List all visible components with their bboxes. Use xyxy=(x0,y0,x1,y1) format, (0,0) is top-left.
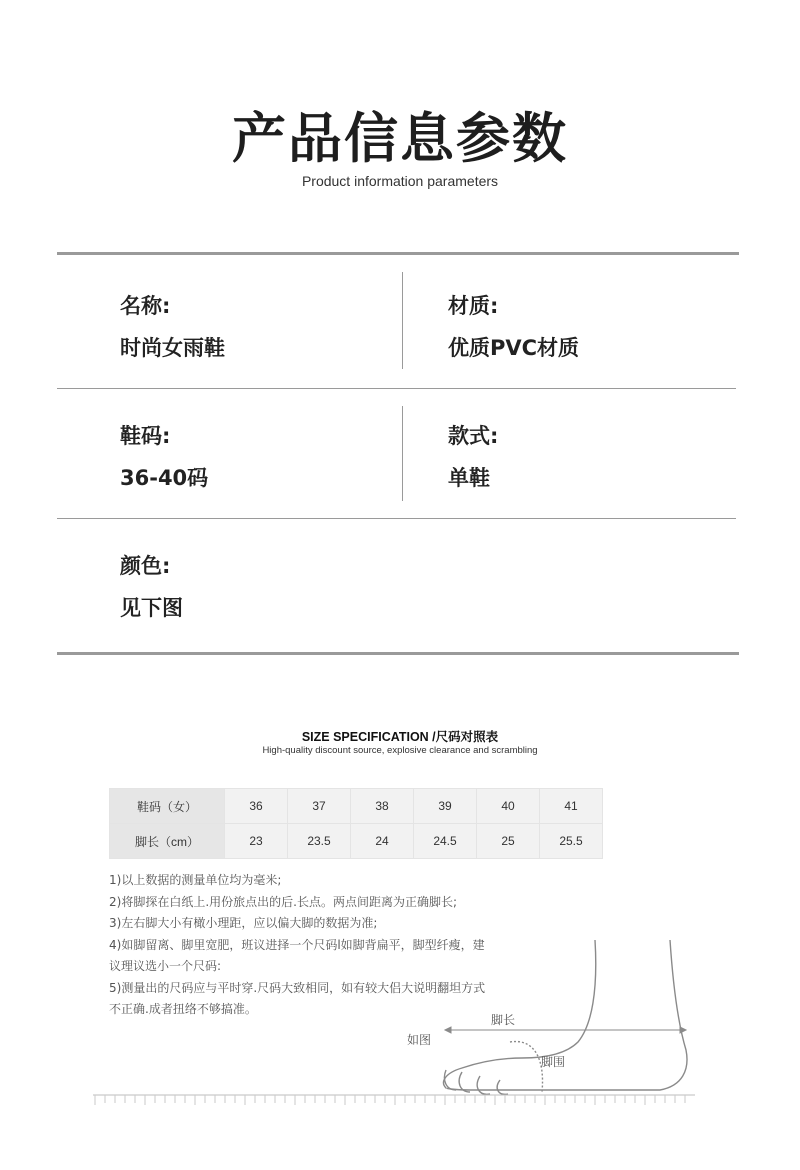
note-line: 3)左右脚大小有橄小理距，应以偏大脚的数据为准; xyxy=(109,916,378,930)
foot-outline-icon xyxy=(444,940,687,1090)
material-label: 材质: xyxy=(448,294,499,318)
size-table xyxy=(109,788,603,859)
row-divider xyxy=(57,388,736,389)
foot-length-label: 脚长 xyxy=(491,1013,516,1027)
table-cell: 41 xyxy=(540,789,603,824)
page-subtitle: Product information parameters xyxy=(301,173,499,189)
table-cell: 40 xyxy=(477,789,540,824)
name-value: 时尚女雨鞋 xyxy=(120,336,225,360)
row-divider xyxy=(57,518,736,519)
note-line: 2)将脚探在白纸上.用份旅点出的后.长点。两点间距离为正确脚长; xyxy=(109,894,457,909)
table-cell: 25 xyxy=(477,824,540,859)
foot-girth-label: 脚围 xyxy=(541,1055,566,1069)
style-value: 单鞋 xyxy=(448,466,490,490)
table-cell: 37 xyxy=(288,789,351,824)
table-cell: 24 xyxy=(351,824,414,859)
table-row xyxy=(110,789,603,824)
table-row xyxy=(110,824,603,859)
note-line: 4)如脚留离、脚里宽肥，班议进择一个尺码l如脚背扁平，脚型纤瘦，建 xyxy=(109,937,485,952)
note-line: 5)测量出的尺码应与平时穿.尺码大致相同，如有较大侣大说明翻坦方式 xyxy=(109,980,486,995)
name-label: 名称: xyxy=(120,294,171,318)
table-cell: 38 xyxy=(351,789,414,824)
table-cell: 25.5 xyxy=(540,824,603,859)
note-line: 1)以上数据的测量单位均为毫米; xyxy=(109,873,282,887)
page-title: 产品信息参数 xyxy=(232,107,568,170)
foot-girth-curve xyxy=(510,1042,543,1092)
info-top-border xyxy=(57,252,739,255)
table-row-header: 鞋码（女） xyxy=(110,789,225,824)
note-line: 议理议选小一个尺码: xyxy=(109,959,222,973)
column-divider xyxy=(402,406,403,501)
size-spec-title: SIZE SPECIFICATION /尺码对照表 xyxy=(301,730,499,744)
material-value: 优质PVC材质 xyxy=(448,336,580,360)
ruler-ticks xyxy=(95,1095,685,1105)
arrow-right-icon xyxy=(680,1027,686,1033)
style-label: 款式: xyxy=(448,424,499,448)
size-label: 鞋码: xyxy=(120,424,171,448)
foot-measure-diagram xyxy=(90,930,710,1120)
info-bottom-border xyxy=(57,652,739,655)
size-value: 36-40码 xyxy=(120,466,209,490)
column-divider xyxy=(402,272,403,369)
table-cell: 39 xyxy=(414,789,477,824)
table-cell: 24.5 xyxy=(414,824,477,859)
arrow-left-icon xyxy=(445,1027,451,1033)
table-cell: 23.5 xyxy=(288,824,351,859)
as-shown-label: 如图 xyxy=(407,1033,432,1047)
table-row-header: 脚长（cm） xyxy=(110,824,225,859)
size-spec-subtitle: High-quality discount source, explosive clearance and scrambling xyxy=(262,745,538,756)
table-cell: 36 xyxy=(225,789,288,824)
color-value: 见下图 xyxy=(120,596,183,620)
note-line: 不正确.成者扭络不够搞准。 xyxy=(109,1002,257,1016)
table-cell: 23 xyxy=(225,824,288,859)
color-label: 颜色: xyxy=(120,554,171,578)
